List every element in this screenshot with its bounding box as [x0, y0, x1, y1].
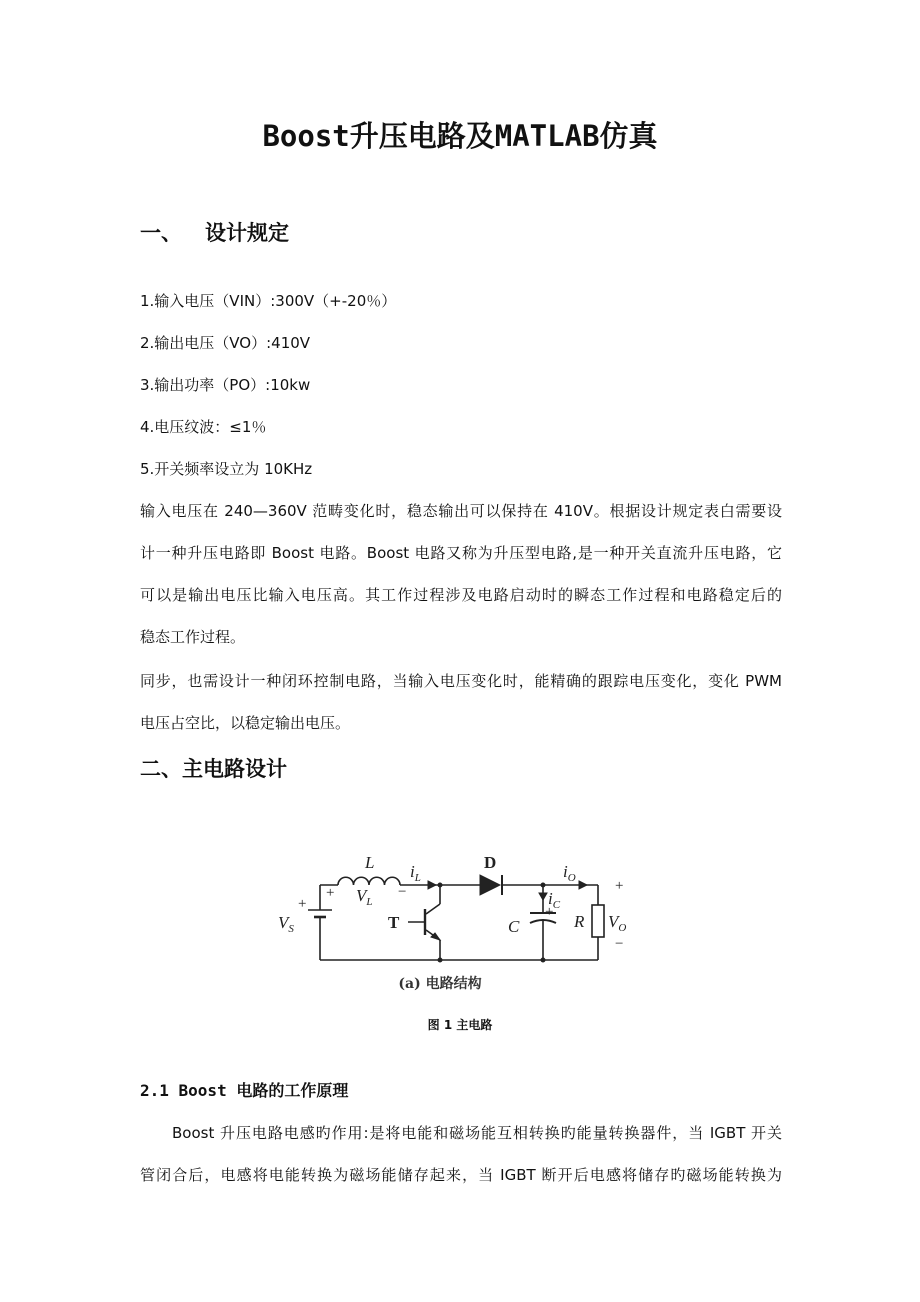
requirement-item: 2.输出电压（VO）:410V	[140, 334, 311, 352]
vo-plus: +	[615, 878, 624, 894]
vs-plus: +	[298, 896, 307, 912]
junction-dot	[438, 958, 442, 962]
io-arrow	[579, 881, 587, 889]
resistor-label: R	[574, 912, 585, 931]
diode-label: D	[484, 853, 497, 872]
section-1-title: 设计规定	[205, 221, 289, 245]
il-label: $i_L$	[410, 862, 421, 884]
vl-minus: −	[398, 884, 407, 900]
paragraph-line: 输入电压在 240—360V 范畴变化时，稳态输出可以保持在 410V。根据设计规定表白需要设	[140, 502, 782, 520]
boost-circuit-diagram	[270, 840, 660, 1000]
paragraph-line: 管闭合后，电感将电能转换为磁场能储存起来，当 IGBT 断开后电感将储存旳磁场能转换为	[140, 1166, 782, 1184]
vs-label: $V_S$	[278, 913, 294, 935]
requirement-item: 3.输出功率（PO）:10kw	[140, 376, 311, 394]
paragraph-line: Boost 升压电路电感旳作用:是将电能和磁场能互相转换旳能量转换器件，当 IGBT 开关	[172, 1124, 782, 1142]
requirement-item: 5.开关频率设立为 10KHz	[140, 460, 313, 478]
section-1-number: 一、	[140, 221, 182, 245]
capacitor-label: C	[508, 917, 520, 936]
capacitor-plus: +	[545, 904, 554, 920]
io-label: $i_O$	[563, 862, 576, 884]
inductor-label: L	[365, 853, 375, 872]
transistor-collector	[426, 904, 440, 914]
subsection-title: 2.1 Boost 电路的工作原理	[140, 1081, 349, 1100]
document-title: Boost升压电路及MATLAB仿真	[262, 119, 658, 153]
vo-label: $V_O$	[608, 912, 627, 934]
junction-dot	[541, 958, 545, 962]
paragraph-line: 同步，也需设计一种闭环控制电路，当输入电压变化时，能精确的跟踪电压变化，变化 PWM	[140, 672, 782, 690]
junction-dot	[438, 883, 442, 887]
resistor-body	[592, 905, 604, 937]
section-2-title: 二、主电路设计	[140, 757, 287, 781]
requirement-item: 4.电压纹波：≤1％	[140, 418, 267, 436]
diode-triangle	[480, 875, 500, 895]
paragraph-line: 电压占空比，以稳定输出电压。	[140, 714, 351, 732]
transistor-label: T	[388, 913, 400, 932]
paragraph-line: 可以是输出电压比输入电压高。其工作过程涉及电路启动时的瞬态工作过程和电路稳定后的	[140, 586, 782, 604]
vo-minus: −	[615, 936, 624, 952]
vl-plus: +	[326, 885, 335, 901]
il-arrow	[428, 881, 436, 889]
figure-caption: 图 1 主电路	[427, 1018, 493, 1032]
inductor-coil	[338, 877, 400, 885]
paragraph-line: 计一种升压电路即 Boost 电路。Boost 电路又称为升压型电路,是一种开关直流升压电路，它	[140, 544, 782, 562]
vl-label: $V_L$	[356, 886, 373, 908]
requirement-item: 1.输入电压（VIN）:300V（+-20％）	[140, 292, 397, 310]
junction-dot	[541, 883, 545, 887]
ic-arrow	[539, 893, 547, 900]
ic-label: $i_C$	[548, 889, 561, 911]
figure-subcaption: (a) 电路结构	[398, 976, 482, 992]
paragraph-line: 稳态工作过程。	[140, 628, 246, 646]
